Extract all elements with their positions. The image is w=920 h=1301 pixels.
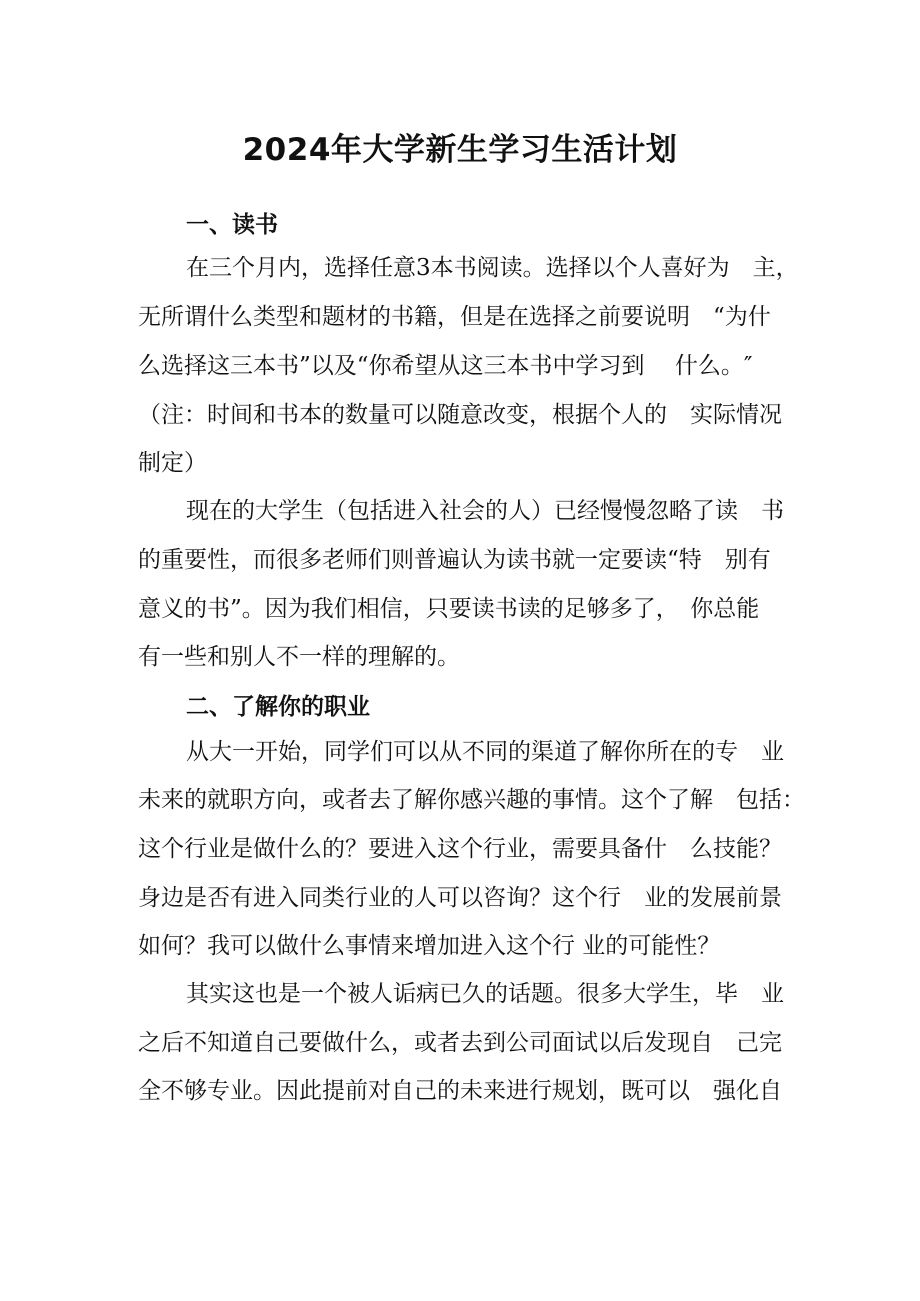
paragraph-line: 未来的就职方向，或者去了解你感兴趣的事情。这个了解 包括： xyxy=(138,787,805,813)
paragraph-line: 如何？我可以做什么事情来增加进入这个行 业的可能性？ xyxy=(138,933,721,959)
paragraph-line: 有一些和别人不一样的理解的。 xyxy=(138,644,460,670)
paragraph-line: 之后不知道自己要做什么，或者去到公司面试以后发现自 己完 xyxy=(138,1030,782,1056)
paragraph-line: 的重要性，而很多老师们则普遍认为读书就一定要读“特 别有 xyxy=(138,547,771,573)
paragraph-line: 意义的书”。因为我们相信，只要读书读的足够多了， 你总能 xyxy=(138,596,760,622)
paragraph-line: 其实这也是一个被人诟病已久的话题。很多大学生，毕 业 xyxy=(186,981,784,1007)
paragraph-line: （注：时间和书本的数量可以随意改变，根据个人的 实际情况 xyxy=(138,402,782,428)
paragraph-line: 身边是否有进入同类行业的人可以咨询？这个行 业的发展前景 xyxy=(138,885,782,911)
paragraph-line: 全不够专业。因此提前对自己的未来进行规划，既可以 强化自 xyxy=(138,1078,782,1104)
section-heading-reading: 一、读书 xyxy=(186,212,278,238)
document-title: 2024年大学新生学习生活计划 xyxy=(242,132,678,168)
paragraph-line: 现在的大学生（包括进入社会的人）已经慢慢忽略了读 书 xyxy=(186,498,784,524)
paragraph-line: 在三个月内，选择任意3本书阅读。选择以个人喜好为 主， xyxy=(186,255,799,281)
section-heading-career: 二、了解你的职业 xyxy=(186,694,370,720)
paragraph-line: 这个行业是做什么的？要进入这个行业，需要具备什 么技能？ xyxy=(138,836,782,862)
paragraph-line: 么选择这三本书”以及“你希望从这三本书中学习到 什么。″ xyxy=(138,353,753,379)
paragraph-line: 制定） xyxy=(138,450,207,476)
paragraph-line: 从大一开始，同学们可以从不同的渠道了解你所在的专 业 xyxy=(186,739,784,765)
paragraph-line: 无所谓什么类型和题材的书籍，但是在选择之前要说明 “为什 xyxy=(138,304,771,330)
